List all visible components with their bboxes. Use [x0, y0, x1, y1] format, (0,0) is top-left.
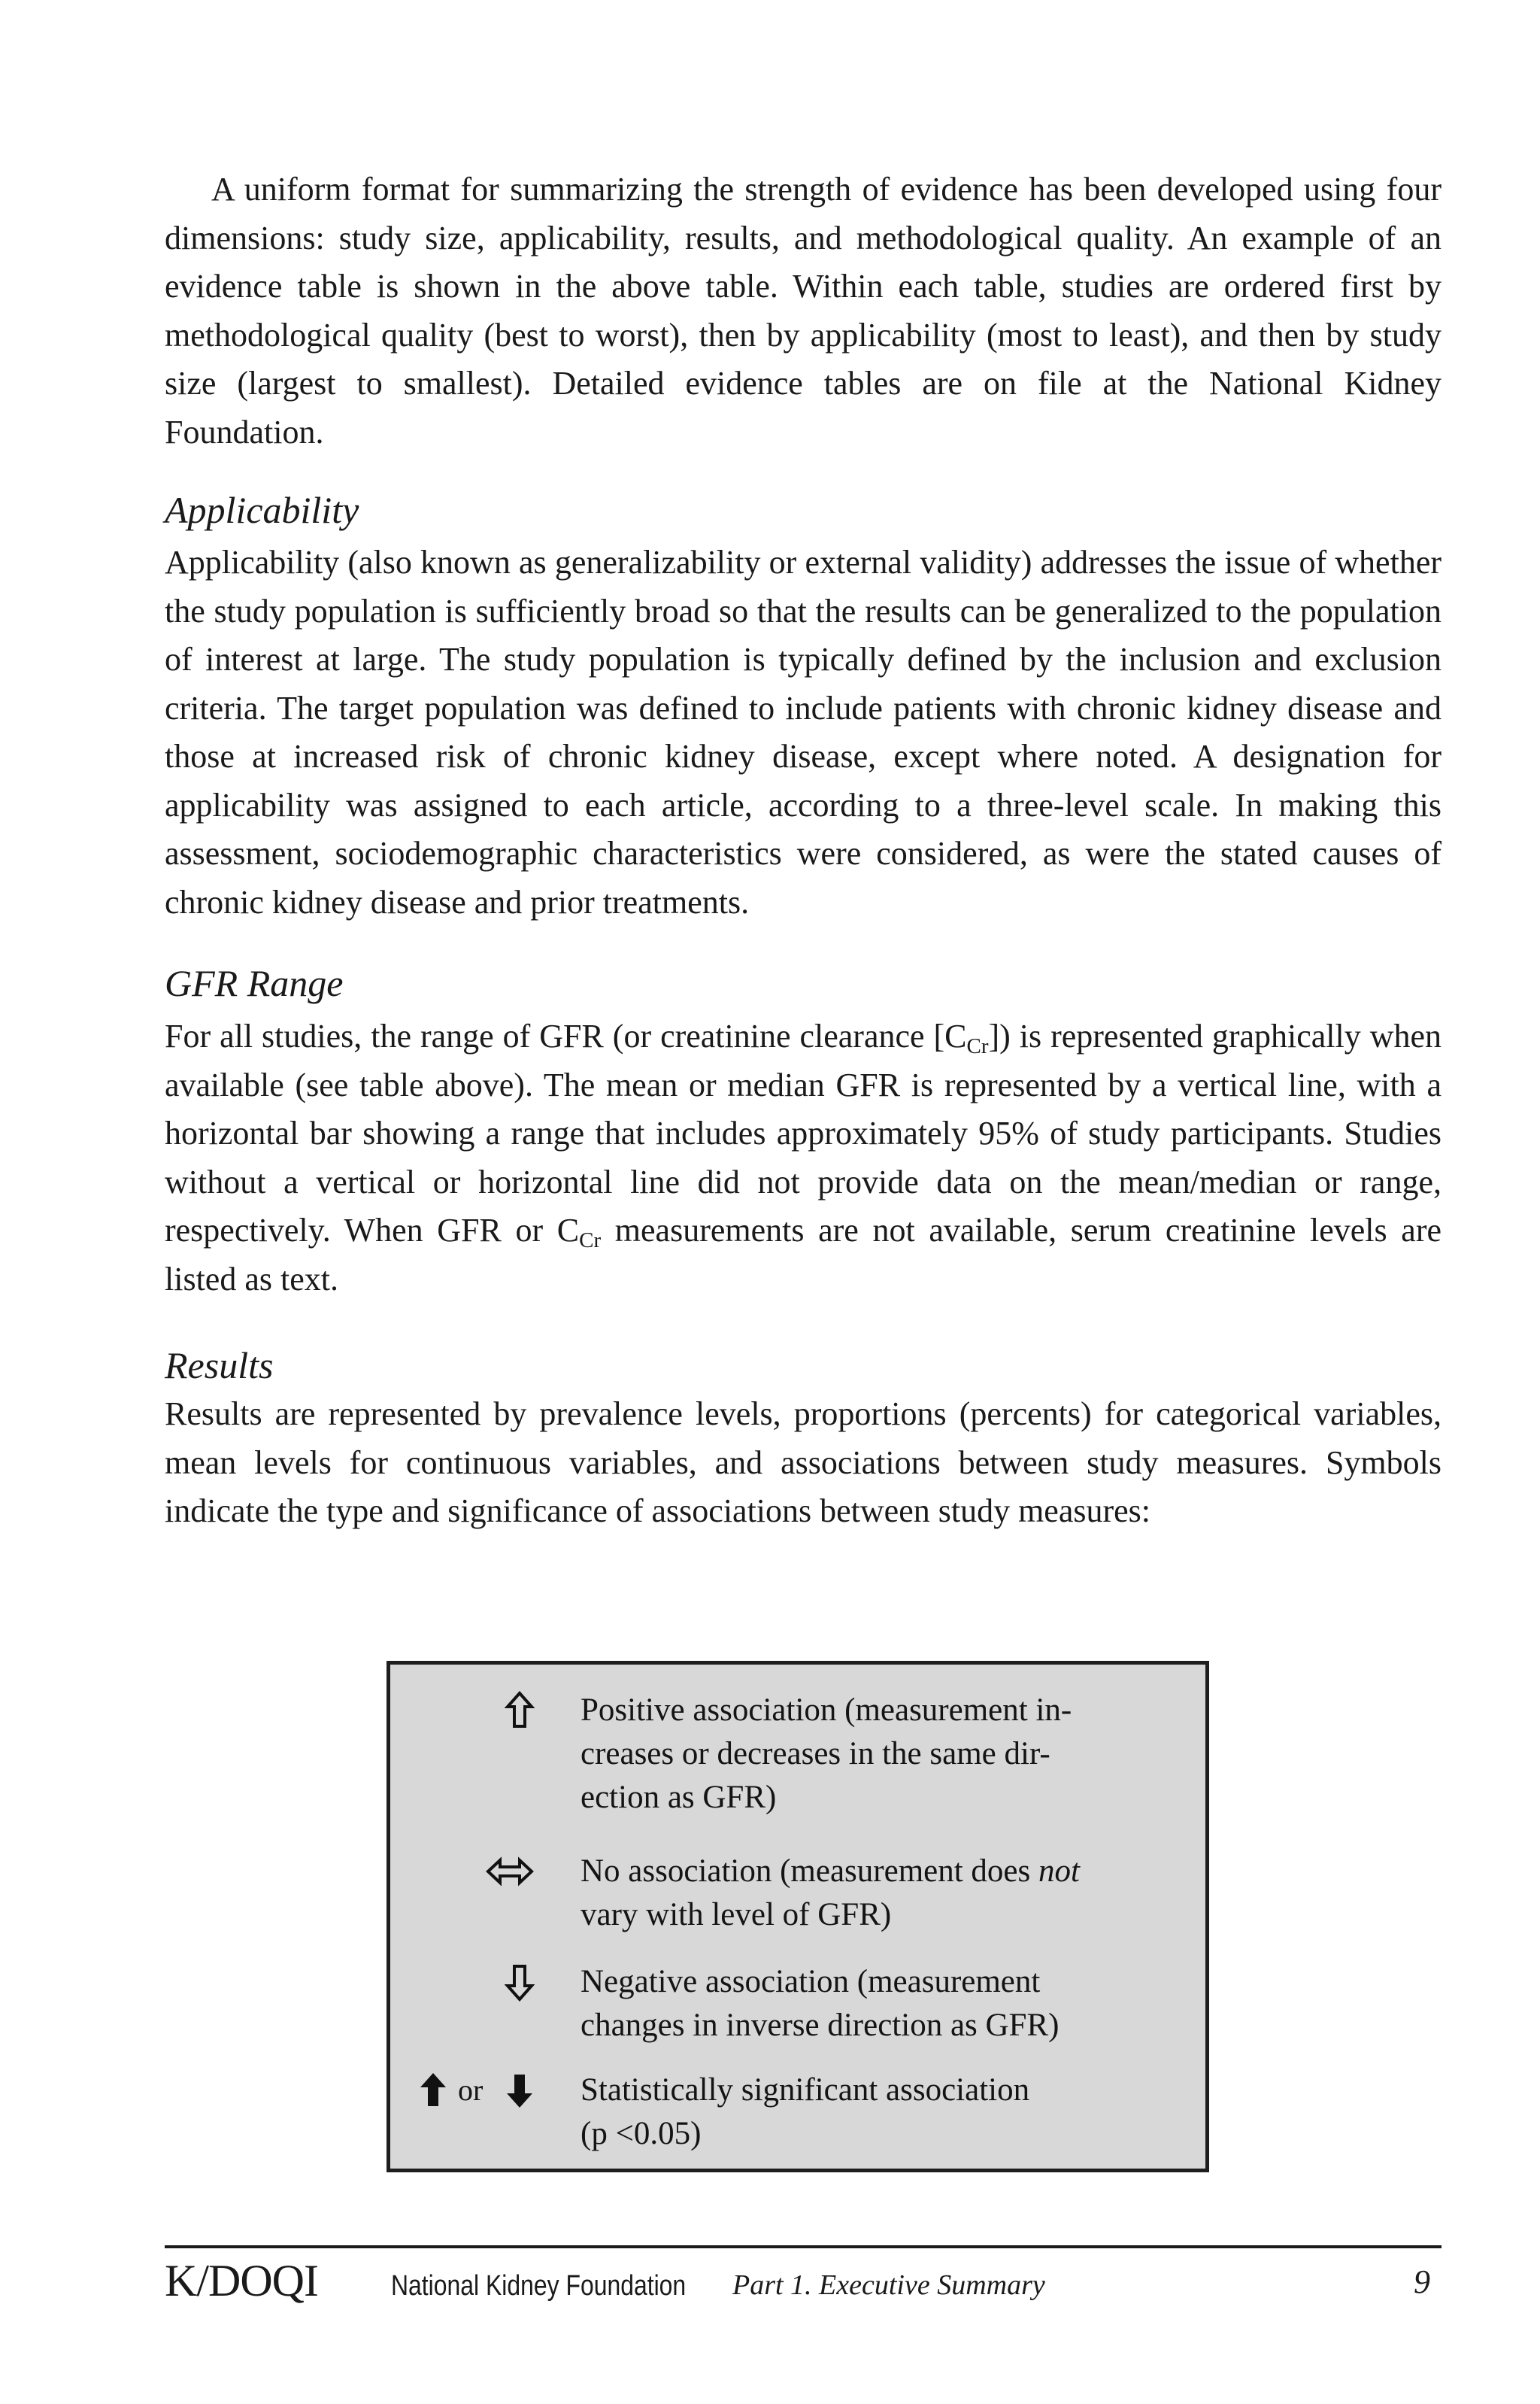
hollow-down-arrow-icon [505, 1960, 535, 2004]
footer-divider [165, 2245, 1441, 2248]
footer-organization: National Kidney Foundation [391, 2270, 687, 2302]
gfr-range-heading: GFR Range [165, 962, 344, 1004]
footer-logo: K/DOQI [165, 2256, 318, 2305]
legend-positive-line-2: creases or decreases in the same dir- [581, 1736, 1050, 1771]
legend-or-text: or [458, 2073, 484, 2107]
results-paragraph: Results are represented by prevalence levels, proportions (percents) for categorical variables, mean levels for continuous variables, and associations between study measures. Symbols indicate the type and significance of associations between study measures: [165, 1395, 1441, 1529]
intro-section [165, 165, 1441, 457]
gfr-subscript-2: Cr [579, 1228, 602, 1253]
gfr-text-part-2: ]) is represented graphically when available (see table above). The mean or median GFR is represented by a vertical line, with a horizontal bar showing a range that includes approximately 95% of study participants. Studies without a vertical or horizontal line did not provide data on the mean/median or range, respectively. When GFR or C [165, 1018, 1442, 1249]
results-heading: Results [165, 1344, 274, 1386]
applicability-section [165, 539, 1441, 927]
legend-positive-line-3: ection as GFR) [581, 1780, 777, 1815]
gfr-subscript-1: Cr [966, 1034, 989, 1059]
applicability-heading: Applicability [165, 489, 359, 531]
solid-up-down-arrows-icon [390, 2069, 541, 2112]
legend-none-line-2: vary with level of GFR) [581, 1897, 892, 1932]
association-symbols-legend [387, 1661, 1209, 2172]
legend-none-line-1 [581, 1850, 1175, 1893]
legend-significant-line-2: (p <0.05) [581, 2116, 702, 2151]
applicability-paragraph: Applicability (also known as generalizability or external validity) addresses the issue of whether the study population is sufficiently broad so that the results can be generalized to the population of interest at large. The study population is typically defined by the inclusion and exclusion criteria. The target population was defined to include patients with chronic kidney disease and those at increased risk of chronic kidney disease, except where noted. A designation for applicability was assigned to each article, according to a three-level scale. In making this assessment, sociodemographic characteristics were considered, as were the stated causes of chronic kidney disease and prior treatments. [165, 544, 1441, 921]
gfr-range-section [165, 1012, 1441, 1304]
legend-positive-line-1: Positive association (measurement in- [581, 1692, 1072, 1728]
gfr-text-part-1: For all studies, the range of GFR (or creatinine clearance [C [165, 1018, 967, 1055]
legend-negative-line-2: changes in inverse direction as GFR) [581, 2008, 1060, 2043]
gfr-range-paragraph [165, 1012, 1441, 1304]
legend-negative-line-1: Negative association (measurement [581, 1964, 1041, 1999]
solid-up-arrow-icon [418, 2069, 448, 2112]
gfr-text-part-3: measurements are not available, serum creatinine levels are listed as text. [165, 1212, 1441, 1298]
intro-paragraph: A uniform format for summarizing the strength of evidence has been developed using four dimensions: study size, applicability, results, and methodological quality. An example of an evidence table is shown in the above table. Within each table, studies are ordered first by methodological quality (best to worst), then by applicability (most to least), and then by study size (largest to smallest). Detailed evidence tables are on file at the National Kidney Foundation. [165, 171, 1441, 451]
hollow-left-right-arrow-icon [485, 1850, 535, 1893]
hollow-up-arrow-icon [505, 1689, 535, 1732]
footer-section-title: Part 1. Executive Summary [732, 2269, 1045, 2301]
page-number: 9 [1414, 2263, 1430, 2300]
legend-none-text: No association (measurement does [581, 1853, 1038, 1889]
legend-none-emphasis: not [1038, 1853, 1080, 1889]
results-section [165, 1390, 1441, 1536]
solid-down-arrow-icon [505, 2069, 535, 2112]
legend-significant-line-1: Statistically significant association [581, 2072, 1030, 2108]
